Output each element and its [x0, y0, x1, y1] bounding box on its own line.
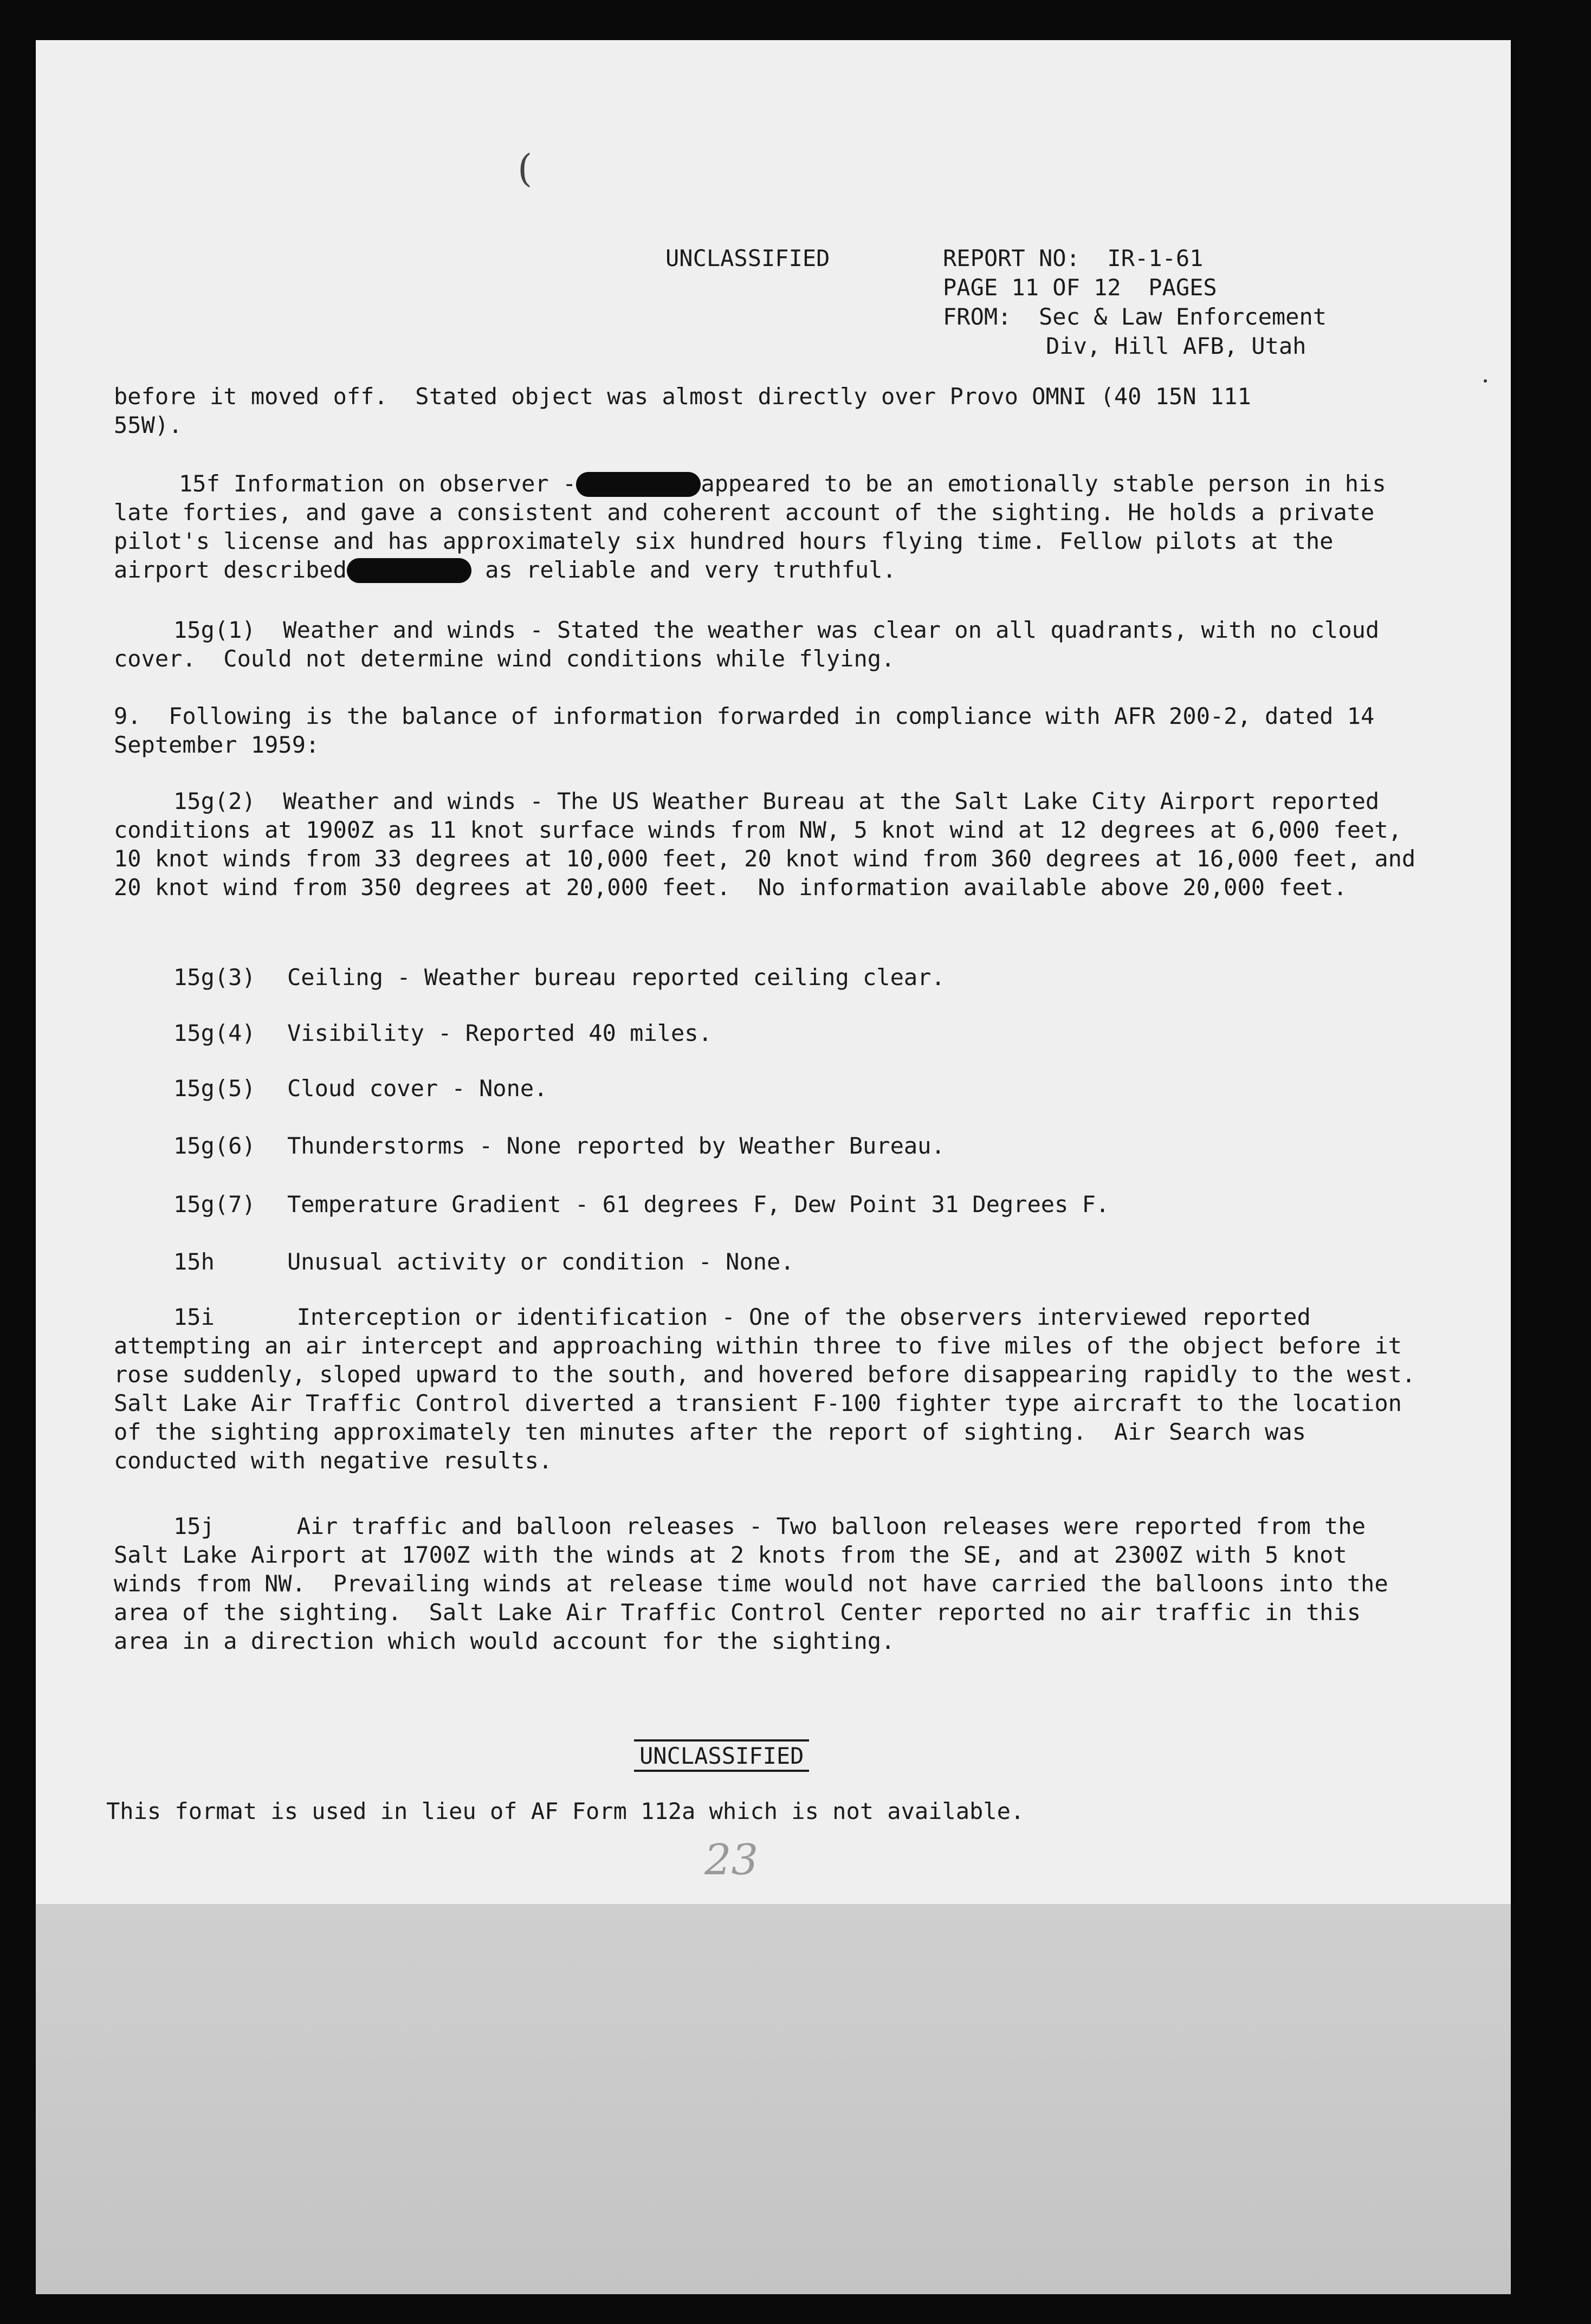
from-line-1: FROM: Sec & Law Enforcement — [943, 303, 1327, 330]
paragraph-15f: 15f Information on observer - appeared to be an emotionally stable person in his late forties, and gave a consistent and coherent account of the sighting. He holds a private pilot's license and has approximately six hundred hours flying time. Fellow pilots at the airport described as reliable and very truthful. — [114, 470, 1386, 583]
continuation-paragraph: before it moved off. Stated object was almost directly over Provo OMNI (40 15N 111 55W). — [114, 383, 1265, 438]
list-item: 15g(7) Temperature Gradient - 61 degrees F, Dew Point 31 Degrees F. — [173, 1191, 1110, 1218]
list-item: 15h Unusual activity or condition - None. — [173, 1248, 794, 1275]
header-classification: UNCLASSIFIED — [665, 245, 830, 271]
redaction-mark — [576, 472, 701, 497]
paragraph-15j: 15j Air traffic and balloon releases - Two balloon releases were reported from the Salt Lake Airport at 1700Z with the winds at 2 knots from the SE, and at 2300Z with 5 knot winds from NW. Prevailing winds at release time would not have carried the balloons into the area of the sighting. Salt Lake Air Traffic Control Center reported no air traffic in this area in a direction which would account for the sighting. — [114, 1513, 1402, 1654]
redaction-mark — [347, 558, 471, 583]
page-indicator: PAGE 11 OF 12 PAGES — [943, 274, 1217, 301]
paragraph-15g2: 15g(2) Weather and winds - The US Weather Bureau at the Salt Lake City Airport reported conditions at 1900Z as 11 knot surface winds from NW, 5 knot wind at 12 degrees at 6,000 feet, 10 knot winds from 33 degrees at 10,000 feet, 20 knot wind from 360 degrees at 16,000 feet, and 20 knot wind from 350 degrees at 20,000 feet. No information available above 20,000 feet. — [114, 788, 1430, 901]
list-item: 15g(4) Visibility - Reported 40 miles. — [173, 1020, 712, 1046]
page-number: 23 — [704, 1836, 759, 1885]
margin-dot — [1484, 379, 1487, 383]
paragraph-9: 9. Following is the balance of information forwarded in compliance with AFR 200-2, dated 14 September 1959: — [114, 703, 1388, 758]
footer-classification: UNCLASSIFIED — [634, 1739, 809, 1772]
from-line-2: Div, Hill AFB, Utah — [1046, 333, 1307, 359]
list-item: 15g(6) Thunderstorms - None reported by Weather Bureau. — [173, 1132, 945, 1159]
paragraph-label: 15f — [179, 470, 220, 497]
pen-mark: ( — [518, 146, 533, 191]
format-note: This format is used in lieu of AF Form 112a which is not available. — [106, 1798, 1025, 1824]
paragraph-15g1: 15g(1) Weather and winds - Stated the weather was clear on all quadrants, with no cloud cover. Could not determine wind conditions while flying. — [114, 617, 1393, 672]
list-item: 15g(5) Cloud cover - None. — [173, 1075, 548, 1102]
page-backing — [36, 1904, 1511, 2294]
paragraph-15i: 15i Interception or identification - One of the observers interviewed reported attempting an air intercept and approaching within three to five miles of the object before it rose suddenly, sloped upward to the south, and hovered before disappearing rapidly to the west. Salt Lake Air Traffic Control diverted a transient F-100 fighter type aircraft to the location of the sighting approximately ten minutes after the report of sighting. Air Search was conducted with negative results. — [114, 1304, 1443, 1474]
list-item: 15g(3) Ceiling - Weather bureau reported ceiling clear. — [173, 964, 945, 991]
report-number: REPORT NO: IR-1-61 — [943, 245, 1204, 271]
